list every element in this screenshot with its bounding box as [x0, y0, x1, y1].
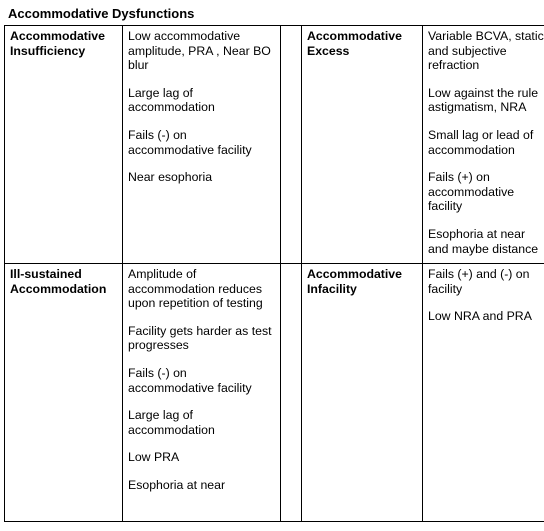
- table-row: [5, 26, 544, 264]
- dysfunction-name-cell: [5, 264, 123, 522]
- dysfunction-name: Accommodative Infacility: [307, 267, 402, 296]
- sign-text: Variable BCVA, static and subjective refraction: [428, 29, 544, 73]
- dysfunctions-table: [4, 25, 544, 522]
- sign-text: Fails (-) on accommodative facility: [128, 365, 252, 395]
- sign-text: Fails (+) on accommodative facility: [428, 170, 515, 214]
- signs-cell: [423, 264, 544, 522]
- signs-cell: [423, 26, 544, 264]
- sign-text: Large lag of accommodation: [128, 85, 215, 115]
- dysfunction-name-cell: [302, 26, 423, 264]
- spacer-cell: [281, 264, 302, 522]
- table-row: [5, 264, 544, 522]
- sign-text: Low against the rule astigmatism, NRA: [428, 85, 539, 115]
- dysfunction-name-cell: [5, 26, 123, 264]
- sign-text: Facility gets harder as test progresses: [128, 323, 272, 353]
- sign-text: Low accommodative amplitude, PRA , Near BO blur: [128, 29, 271, 73]
- dysfunction-name: Ill-sustained Accommodation: [10, 267, 107, 296]
- sign-text: Low NRA and PRA: [428, 309, 532, 324]
- sign-text: Amplitude of accommodation reduces upon repetition of testing: [128, 267, 263, 311]
- sign-text: Esophoria at near and maybe distance: [428, 226, 539, 256]
- spacer-cell: [281, 26, 302, 264]
- sign-text: Fails (+) and (-) on facility: [428, 267, 530, 296]
- page-title: Accommodative Dysfunctions: [8, 6, 195, 21]
- sign-text: Small lag or lead of accommodation: [428, 127, 534, 157]
- sign-text: Fails (-) on accommodative facility: [128, 127, 252, 157]
- dysfunction-name: Accommodative Excess: [307, 29, 402, 58]
- dysfunction-name: Accommodative Insufficiency: [10, 29, 105, 58]
- sign-text: Large lag of accommodation: [128, 408, 215, 437]
- sign-text: Low PRA: [128, 450, 180, 465]
- sign-text: Near esophoria: [128, 170, 213, 185]
- dysfunction-name-cell: [302, 264, 423, 522]
- signs-cell: [123, 264, 281, 522]
- sign-text: Esophoria at near: [128, 477, 226, 492]
- signs-cell: [123, 26, 281, 264]
